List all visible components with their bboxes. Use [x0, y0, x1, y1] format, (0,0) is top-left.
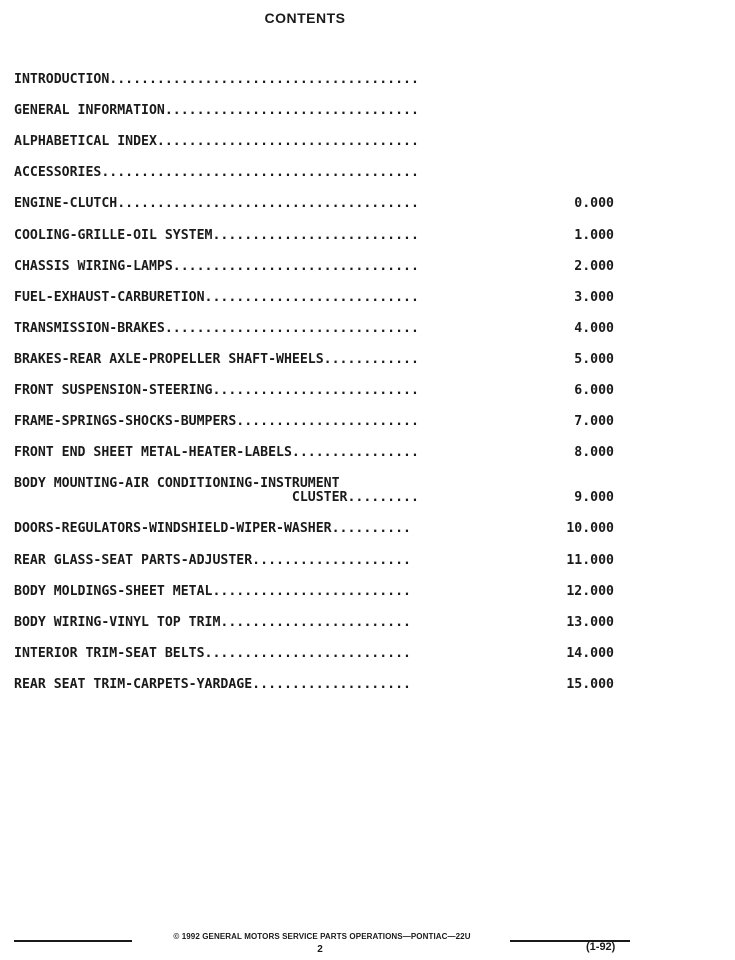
toc-entry — [14, 72, 614, 88]
toc-entry-text: ACCESSORIES........................................ — [14, 165, 419, 181]
toc-section-number: 11.000 — [566, 552, 614, 568]
toc-entry-text: BRAKES-REAR AXLE-PROPELLER SHAFT-WHEELS............ — [14, 351, 419, 367]
toc-entry-text: COOLING-GRILLE-OIL SYSTEM.......................... — [14, 227, 419, 243]
footer-rule-left — [14, 940, 132, 942]
toc-section-number: 13.000 — [566, 614, 614, 630]
toc-entry-text: CHASSIS WIRING-LAMPS............................... — [14, 258, 419, 274]
toc-entry — [14, 615, 614, 631]
footer-copyright: © 1992 GENERAL MOTORS SERVICE PARTS OPERATIONS—PONTIAC—22U — [173, 932, 471, 941]
toc-entry — [14, 259, 614, 275]
toc-section-number: 4.000 — [574, 320, 614, 336]
toc-section-number: 10.000 — [566, 521, 614, 537]
toc-entry — [14, 383, 614, 399]
toc-entry — [14, 414, 614, 430]
toc-entry-text: INTRODUCTION....................................... — [14, 72, 419, 87]
toc-section-number: 6.000 — [574, 383, 614, 398]
toc-entry-text: FRONT END SHEET METAL-HEATER-LABELS................ — [14, 445, 419, 461]
toc-entry — [14, 290, 614, 306]
toc-entry-text: ALPHABETICAL INDEX................................. — [14, 134, 419, 150]
toc-entry-text: FUEL-EXHAUST-CARBURETION........................... — [14, 289, 419, 305]
toc-entry — [14, 103, 614, 119]
toc-entry-text: BODY MOLDINGS-SHEET METAL......................... — [14, 583, 411, 599]
toc-entry — [14, 476, 614, 504]
toc-entry-text: CLUSTER......... — [14, 490, 419, 506]
toc-section-number: 7.000 — [574, 414, 614, 430]
toc-section-number: 5.000 — [574, 351, 614, 367]
toc-section-number: 2.000 — [574, 258, 614, 274]
toc-section-number: 12.000 — [566, 583, 614, 599]
toc-entry — [14, 646, 614, 662]
toc-section-number: 0.000 — [574, 196, 614, 212]
toc-entry-text: ENGINE-CLUTCH...................................... — [14, 196, 419, 212]
toc-entry — [14, 134, 614, 150]
toc-entry-text: FRONT SUSPENSION-STEERING.......................... — [14, 383, 419, 398]
toc-entry-text: INTERIOR TRIM-SEAT BELTS.......................... — [14, 645, 411, 661]
toc-section-number: 15.000 — [566, 676, 614, 692]
toc-entry — [14, 584, 614, 600]
toc-entry — [14, 165, 614, 181]
toc-section-number: 1.000 — [574, 227, 614, 243]
toc-entry-text: DOORS-REGULATORS-WINDSHIELD-WIPER-WASHER.......... — [14, 521, 411, 537]
toc-entry — [14, 228, 614, 244]
page-number: 2 — [317, 944, 323, 955]
toc-section-number: 3.000 — [574, 289, 614, 305]
revision-code: (1-92) — [586, 941, 616, 953]
toc-entry — [14, 321, 614, 337]
toc-section-number: 8.000 — [574, 445, 614, 461]
toc-entry — [14, 677, 614, 693]
toc-section-number: 9.000 — [574, 490, 614, 506]
toc-entry-text: REAR SEAT TRIM-CARPETS-YARDAGE.................... — [14, 676, 411, 692]
toc-entry-text: FRAME-SPRINGS-SHOCKS-BUMPERS....................... — [14, 414, 419, 430]
toc-entry — [14, 521, 614, 537]
toc-entry — [14, 196, 614, 212]
toc-entry — [14, 445, 614, 461]
toc-entry-text: TRANSMISSION-BRAKES................................ — [14, 320, 419, 336]
toc-entry — [14, 352, 614, 368]
toc-entry-text: BODY WIRING-VINYL TOP TRIM........................ — [14, 614, 411, 630]
toc-entry-text: BODY MOUNTING-AIR CONDITIONING-INSTRUMENT — [14, 476, 340, 492]
page-title: CONTENTS — [264, 10, 346, 26]
toc-entry-text: REAR GLASS-SEAT PARTS-ADJUSTER.................... — [14, 552, 411, 568]
toc-entry-text: GENERAL INFORMATION................................ — [14, 103, 419, 119]
toc-entry — [14, 553, 614, 569]
toc-section-number: 14.000 — [566, 645, 614, 661]
